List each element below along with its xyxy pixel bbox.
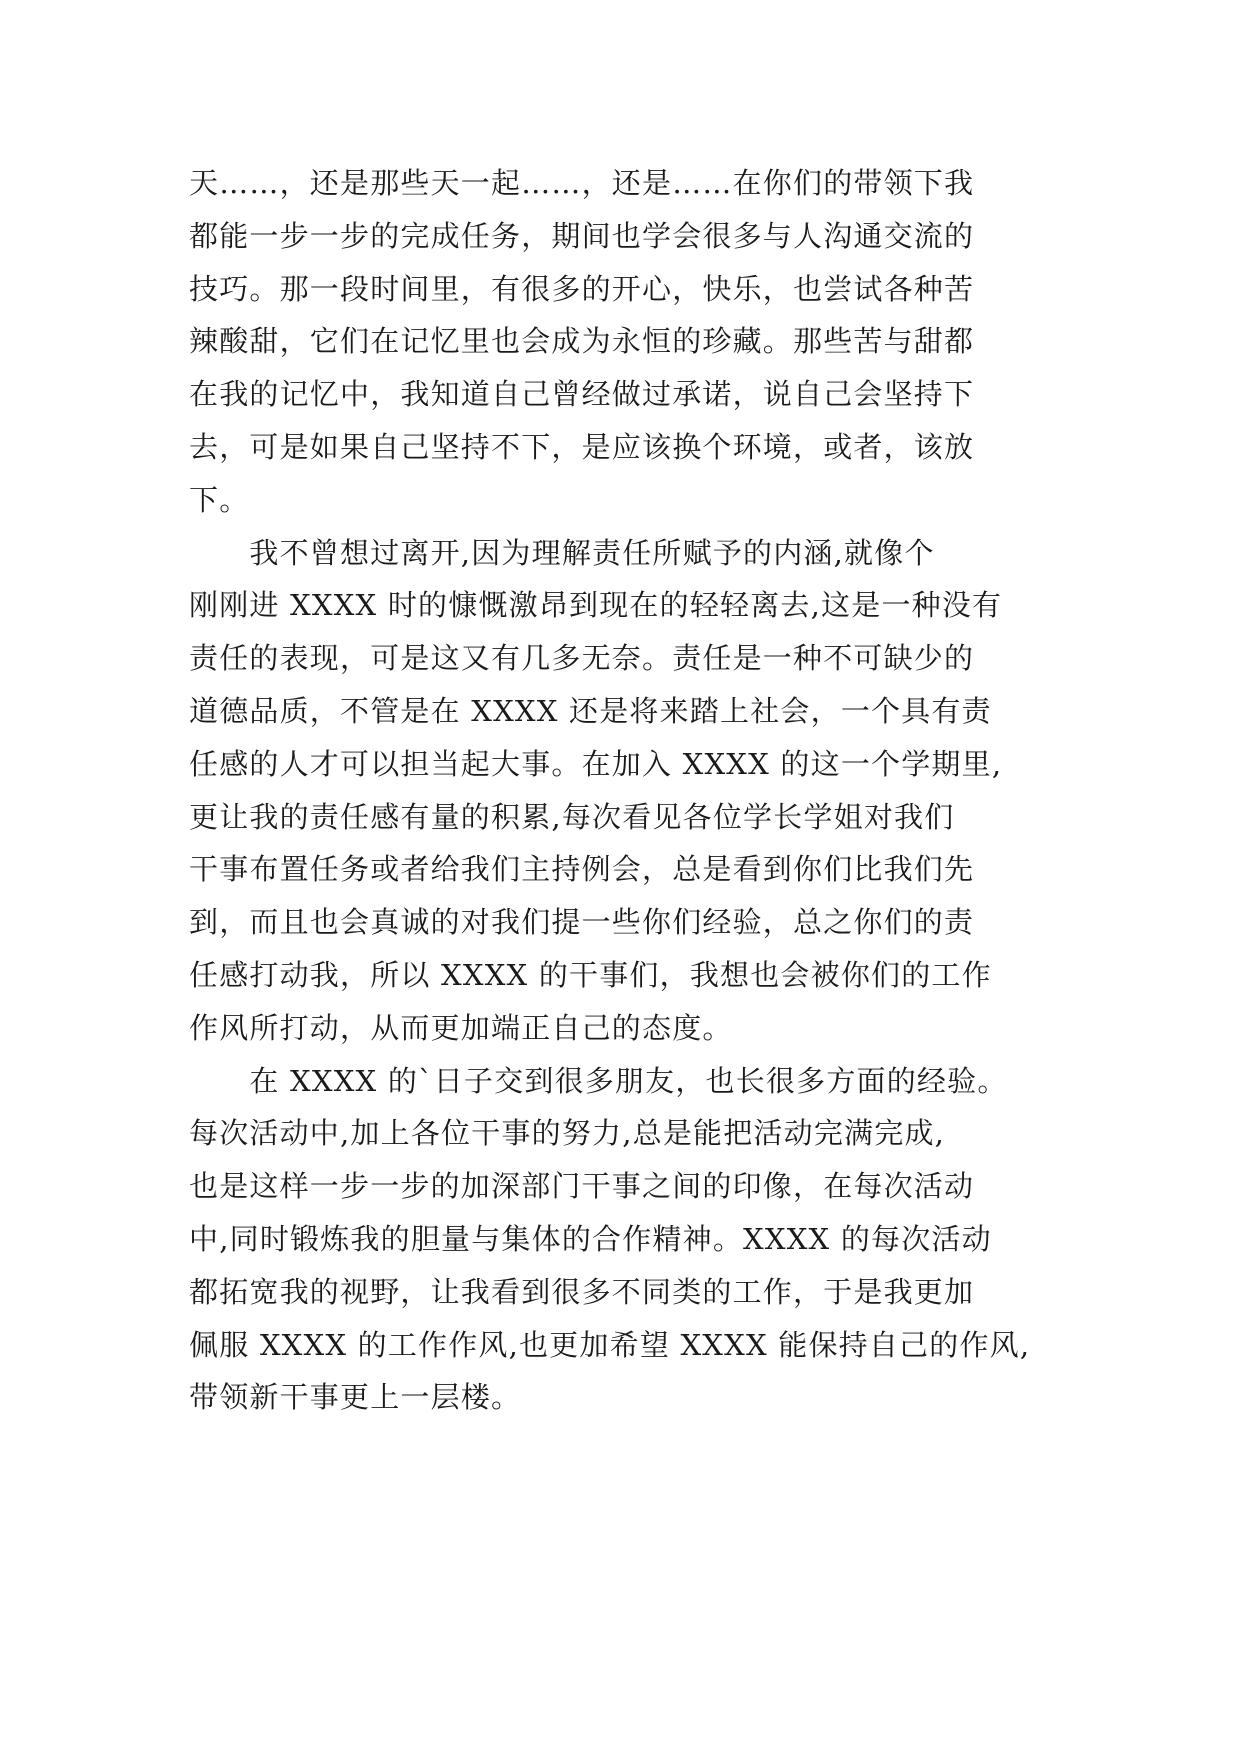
text-line: 中,同时锻炼我的胆量与集体的合作精神。XXXX 的每次活动 <box>189 1221 992 1256</box>
text-line: 下。 <box>189 482 250 517</box>
paragraph-1 <box>189 157 1069 527</box>
paragraph-2 <box>189 527 1069 1055</box>
text-line: 天……，还是那些天一起……，还是……在你们的带领下我 <box>189 166 975 200</box>
text-line: 责任的表现，可是这又有几多无奈。责任是一种不可缺少的 <box>189 641 975 676</box>
text-line: 任感打动我，所以 XXXX 的干事们，我想也会被你们的工作 <box>189 957 992 992</box>
text-line: 任感的人才可以担当起大事。在加入 XXXX 的这一个学期里, <box>189 746 1003 781</box>
text-line: 更让我的责任感有量的积累,每次看见各位学长学姐对我们 <box>189 799 955 834</box>
text-line: 都拓宽我的视野，让我看到很多不同类的工作，于是我更加 <box>189 1274 975 1309</box>
text-line: 带领新干事更上一层楼。 <box>189 1380 522 1415</box>
text-line: 都能一步一步的完成任务，期间也学会很多与人沟通交流的 <box>189 218 975 253</box>
text-line: 道德品质，不管是在 XXXX 还是将来踏上社会，一个具有责 <box>189 693 992 728</box>
text-line: 辣酸甜，它们在记忆里也会成为永恒的珍藏。那些苦与甜都 <box>189 324 975 359</box>
document-body <box>189 157 1069 1424</box>
text-line: 到，而且也会真诚的对我们提一些你们经验，总之你们的责 <box>189 905 975 940</box>
text-line: 作风所打动，从而更加端正自己的态度。 <box>189 1010 733 1045</box>
text-line: 我不曾想过离开,因为理解责任所赋予的内涵,就像个 <box>189 535 935 570</box>
text-line: 刚刚进 XXXX 时的慷慨激昂到现在的轻轻离去,这是一种没有 <box>189 588 1003 623</box>
text-line: 在我的记忆中，我知道自己曾经做过承诺，说自己会坚持下 <box>189 377 975 412</box>
text-line: 佩服 XXXX 的工作作风,也更加希望 XXXX 能保持自己的作风, <box>189 1327 1031 1362</box>
text-line: 去，可是如果自己坚持不下，是应该换个环境，或者，该放 <box>189 429 975 464</box>
paragraph-3 <box>189 1055 1069 1425</box>
text-line: 干事布置任务或者给我们主持例会，总是看到你们比我们先 <box>189 852 975 887</box>
text-line: 每次活动中,加上各位干事的努力,总是能把活动完满完成, <box>189 1116 946 1151</box>
text-line: 在 XXXX 的`日子交到很多朋友，也长很多方面的经验。 <box>189 1063 1008 1098</box>
text-line: 也是这样一步一步的加深部门干事之间的印像，在每次活动 <box>189 1169 975 1204</box>
text-line: 技巧。那一段时间里，有很多的开心，快乐，也尝试各种苦 <box>189 271 975 306</box>
